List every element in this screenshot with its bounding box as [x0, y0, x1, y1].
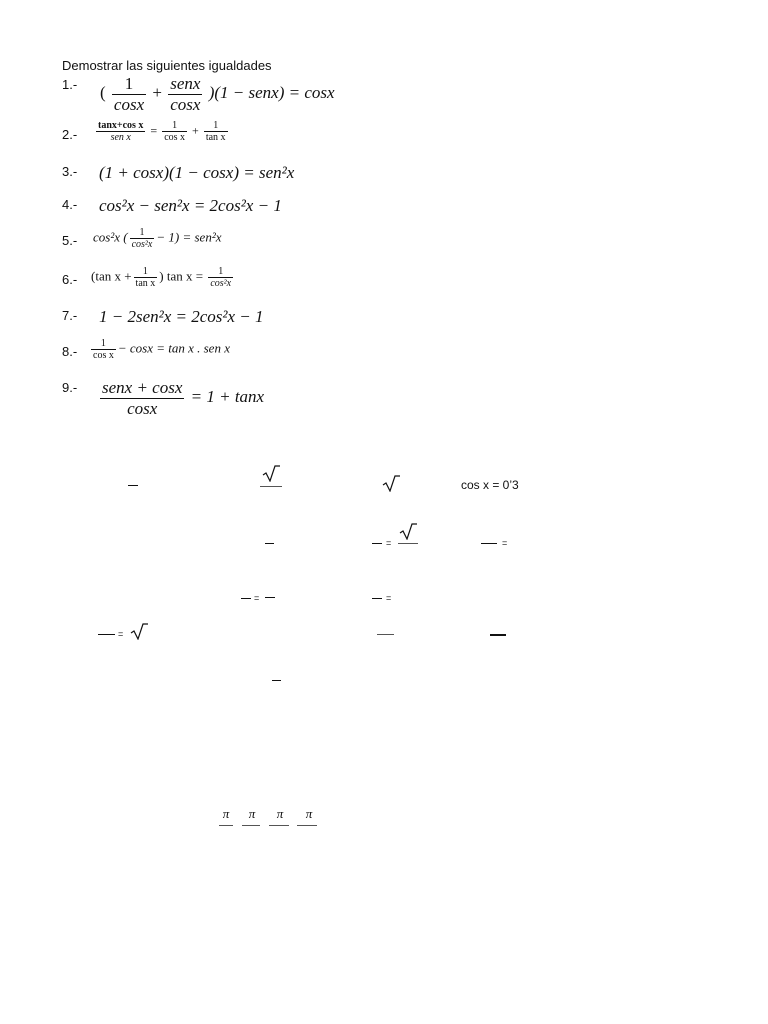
fraction-bar [372, 543, 382, 544]
fraction-bar [377, 634, 394, 635]
pi-symbol: π [248, 806, 256, 821]
item-label-6: 6.- [62, 272, 78, 287]
equation-2: $\frac{\text{tanx+cos x}}{\text{sen x}}$ = $\frac{1}{\text{cos x}}$ + $\frac{1}{\text{tan x}}$ [98, 120, 226, 143]
equals-sign: = [118, 629, 124, 639]
page-title: Demostrar las siguientes igualdades [62, 58, 272, 73]
fraction-bar [98, 634, 115, 635]
fraction-bar [372, 598, 382, 599]
fraction: $\frac{\text{senx}}{\cos x}$ [170, 74, 201, 114]
fraction-bar [260, 486, 282, 487]
square-root-sign [130, 622, 148, 640]
fraction-bar [241, 598, 251, 599]
fraction: $\frac{1}{\text{cos²x}}$ [210, 266, 232, 289]
equals-sign: = [254, 593, 260, 603]
equation-6: (tan x + $\frac{1}{\text{tan x}}$ ) tan x = $\frac{1}{\text{cos²x}}$ [91, 266, 232, 289]
equation-3: (1 + cosx)(1 − cosx) = sen²x [99, 163, 295, 182]
fraction-bar [398, 543, 418, 544]
fraction-bar [128, 485, 138, 486]
pi-symbol: π [305, 806, 313, 821]
fraction: $\frac{\text{tanx+cos x}}{\text{sen x}}$ [98, 120, 144, 143]
square-root-sign [382, 474, 400, 492]
item-label-1: 1.- [62, 77, 78, 92]
equals-sign: = [502, 538, 508, 548]
fraction-bar [297, 825, 317, 826]
item-label-4: 4.- [62, 197, 78, 212]
item-label-3: 3.- [62, 164, 78, 179]
fraction-bar [265, 597, 275, 598]
fraction: $\frac{1}{\text{cos x}}$ [93, 338, 114, 361]
equals-sign: = [386, 538, 392, 548]
fraction: $\frac{1}{\text{tan x}}$ [135, 266, 156, 289]
fraction: $\frac{1}{\cos x}$ [113, 74, 145, 114]
equation-4: cos²x − sen²x = 2cos²x − 1 [99, 196, 282, 215]
square-root-sign [399, 522, 417, 540]
fraction-bar [265, 543, 274, 544]
fraction-bar [272, 680, 281, 681]
fraction: $\frac{1}{\text{cos²x}}$ [131, 227, 153, 250]
equation-5: cos²x ( $\frac{1}{\text{cos²x}}$ − 1) = sen²x [93, 227, 222, 250]
equation-7: 1 − 2sen²x = 2cos²x − 1 [99, 307, 264, 326]
fraction-bar [481, 543, 497, 544]
pi-symbol: π [222, 806, 230, 821]
fraction: $\frac{\text{senx + cosx}}{\cos x}$ [102, 378, 183, 418]
equation-1: ( $\frac{1}{\cos x}$ + $\frac{\text{senx}}{\cos x}$ )(1 − senx) = cosx [100, 74, 335, 114]
cos-value: cos x = 0’3 [461, 478, 519, 492]
fraction-bar [219, 825, 233, 826]
fraction-bar [242, 825, 260, 826]
item-label-7: 7.- [62, 308, 78, 323]
equation-9: $\frac{\text{senx + cosx}}{\cos x}$ = 1 + tanx [102, 378, 265, 418]
equation-8: $\frac{1}{\text{cos x}}$ − cosx = tan x . sen x [93, 338, 230, 361]
item-label-5: 5.- [62, 233, 78, 248]
fraction: $\frac{1}{\text{tan x}}$ [205, 120, 226, 143]
item-label-8: 8.- [62, 344, 78, 359]
fraction: $\frac{1}{\text{cos x}}$ [164, 120, 186, 143]
item-label-2: 2.- [62, 127, 78, 142]
fraction-bar [490, 634, 506, 636]
equals-sign: = [386, 593, 392, 603]
item-label-9: 9.- [62, 380, 78, 395]
square-root-sign [262, 464, 280, 482]
pi-symbol: π [276, 806, 284, 821]
fraction-bar [269, 825, 289, 826]
